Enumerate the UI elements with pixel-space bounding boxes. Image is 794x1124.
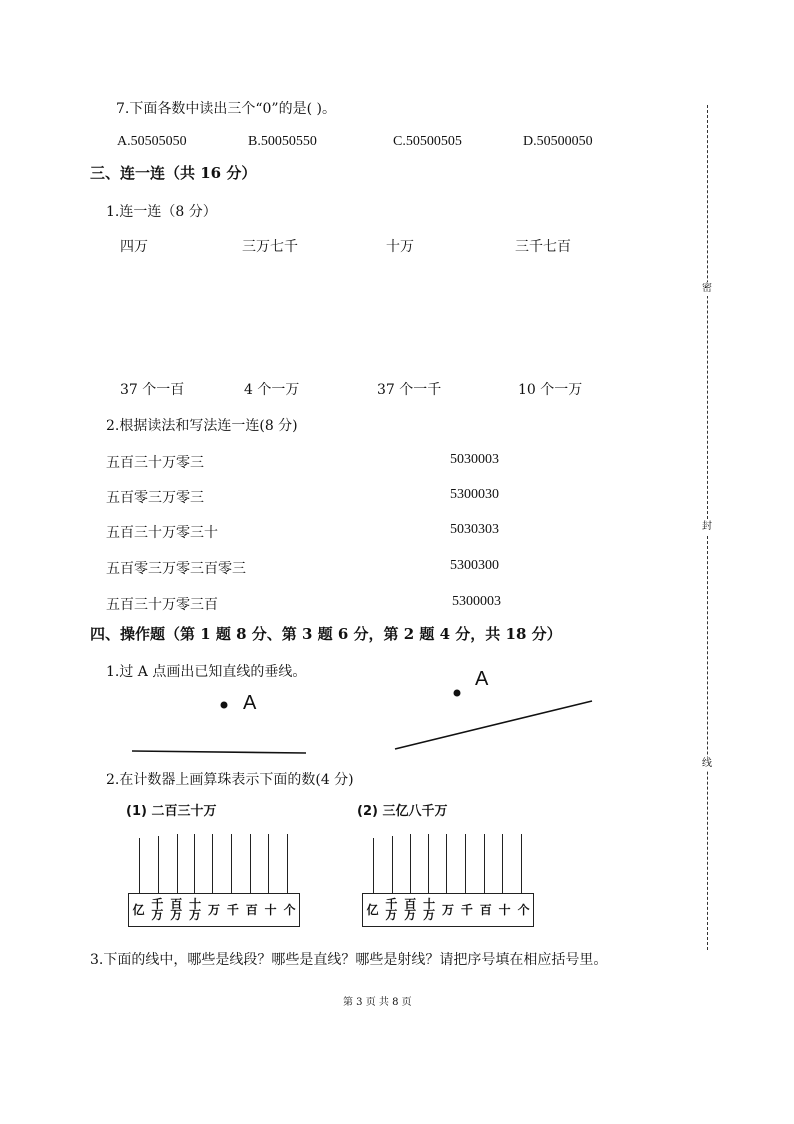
abacus-2-rod — [521, 834, 522, 894]
point-label-a-1: A — [243, 692, 257, 714]
abacus-1-rod — [231, 834, 232, 894]
s3-q2-right-4: 5300300 — [450, 558, 499, 573]
s3-q1-title: 1.连一连（8 分） — [106, 204, 217, 220]
abacus-1-col-qianwan: 千 万 — [151, 897, 164, 922]
s3-q1-top-3: 十万 — [386, 239, 414, 255]
seal-char-feng: 封 — [699, 520, 715, 534]
s3-q2-left-1: 五百三十万零三 — [106, 455, 204, 471]
q7-option-c: C.50500505 — [393, 134, 462, 149]
abacus-1-rod — [177, 834, 178, 894]
abacus-2-col-shiwan: 十 万 — [423, 897, 436, 922]
abacus-2-rod — [373, 838, 374, 894]
q7-stem: 7.下面各数中读出三个“0”的是( )。 — [116, 101, 336, 117]
given-line-2 — [395, 701, 592, 749]
abacus-1-col-baiwan: 百 万 — [170, 897, 183, 922]
abacus-1-col-ge: 个 — [283, 902, 296, 917]
s3-q2-left-5: 五百三十万零三百 — [106, 597, 218, 613]
s3-q2-left-4: 五百零三万零三百零三 — [106, 561, 246, 577]
abacus-2-col-yi: 亿 — [366, 902, 379, 917]
abacus-2-col-bai: 百 — [479, 902, 492, 917]
abacus-1-label: (1) 二百三十万 — [126, 804, 217, 819]
abacus-1-rod — [158, 836, 159, 894]
s3-q1-top-2: 三万七千 — [242, 239, 298, 255]
abacus-2-rod — [446, 834, 447, 894]
s4-q3-title: 3.下面的线中，哪些是线段？哪些是直线？哪些是射线？请把序号填在相应括号里。 — [90, 952, 608, 968]
point-a-1 — [221, 702, 228, 709]
abacus-2-col-wan: 万 — [442, 902, 455, 917]
s3-q2-right-5: 5300003 — [452, 594, 501, 609]
s3-q1-top-4: 三千七百 — [515, 239, 571, 255]
s3-q1-bottom-3: 37 个一千 — [377, 382, 442, 398]
seal-char-xian: 线 — [699, 757, 715, 771]
abacus-1-col-yi: 亿 — [132, 902, 145, 917]
abacus-1-col-wan: 万 — [208, 902, 221, 917]
s3-q1-bottom-4: 10 个一万 — [518, 382, 583, 398]
abacus-2-col-shi: 十 — [498, 902, 511, 917]
abacus-1-rod — [287, 834, 288, 894]
abacus-1-col-shiwan: 十 万 — [189, 897, 202, 922]
given-line-1 — [132, 751, 306, 753]
abacus-2-rod — [410, 834, 411, 894]
point-label-a-2: A — [475, 668, 489, 690]
abacus-1-rod — [268, 834, 269, 894]
s3-q1-bottom-2: 4 个一万 — [244, 382, 300, 398]
s3-q2-left-2: 五百零三万零三 — [106, 490, 204, 506]
abacus-1-col-shi: 十 — [264, 902, 277, 917]
abacus-2-label: (2) 三亿八千万 — [357, 804, 448, 819]
abacus-2-rod — [502, 834, 503, 894]
abacus-2-rod — [428, 834, 429, 894]
abacus-2-rod — [465, 834, 466, 894]
s3-q2-right-2: 5300030 — [450, 487, 499, 502]
q7-option-b: B.50050550 — [248, 134, 317, 149]
abacus-1-rod — [212, 834, 213, 894]
seal-char-mi: 密 — [699, 282, 715, 296]
q7-option-a: A.50505050 — [117, 134, 187, 149]
point-a-2 — [454, 690, 461, 697]
abacus-2-col-qianwan: 千 万 — [385, 897, 398, 922]
abacus-1-frame — [128, 893, 300, 927]
abacus-2-rod — [484, 834, 485, 894]
abacus-1-rod — [194, 834, 195, 894]
abacus-2-frame — [362, 893, 534, 927]
section3-title: 三、连一连（共 16 分） — [90, 164, 257, 182]
abacus-1-rod — [139, 838, 140, 894]
s3-q1-top-1: 四万 — [120, 239, 148, 255]
abacus-2-col-baiwan: 百 万 — [404, 897, 417, 922]
abacus-1-col-qian: 千 — [226, 902, 239, 917]
s4-q2-title: 2.在计数器上画算珠表示下面的数(4 分) — [106, 772, 354, 788]
s3-q1-bottom-1: 37 个一百 — [120, 382, 185, 398]
abacus-1-col-bai: 百 — [245, 902, 258, 917]
s3-q2-right-3: 5030303 — [450, 522, 499, 537]
s4-q1-title: 1.过 A 点画出已知直线的垂线。 — [106, 664, 307, 680]
abacus-2-col-qian: 千 — [460, 902, 473, 917]
s3-q2-right-1: 5030003 — [450, 452, 499, 467]
s3-q2-title: 2.根据读法和写法连一连(8 分) — [106, 418, 298, 434]
q7-option-d: D.50500050 — [523, 134, 593, 149]
page-footer: 第 3 页 共 8 页 — [343, 997, 412, 1008]
abacus-2-rod — [392, 836, 393, 894]
abacus-2-col-ge: 个 — [517, 902, 530, 917]
s3-q2-left-3: 五百三十万零三十 — [106, 525, 218, 541]
section4-title: 四、操作题（第 1 题 8 分、第 3 题 6 分，第 2 题 4 分，共 18 分） — [90, 625, 562, 643]
abacus-1-rod — [250, 834, 251, 894]
